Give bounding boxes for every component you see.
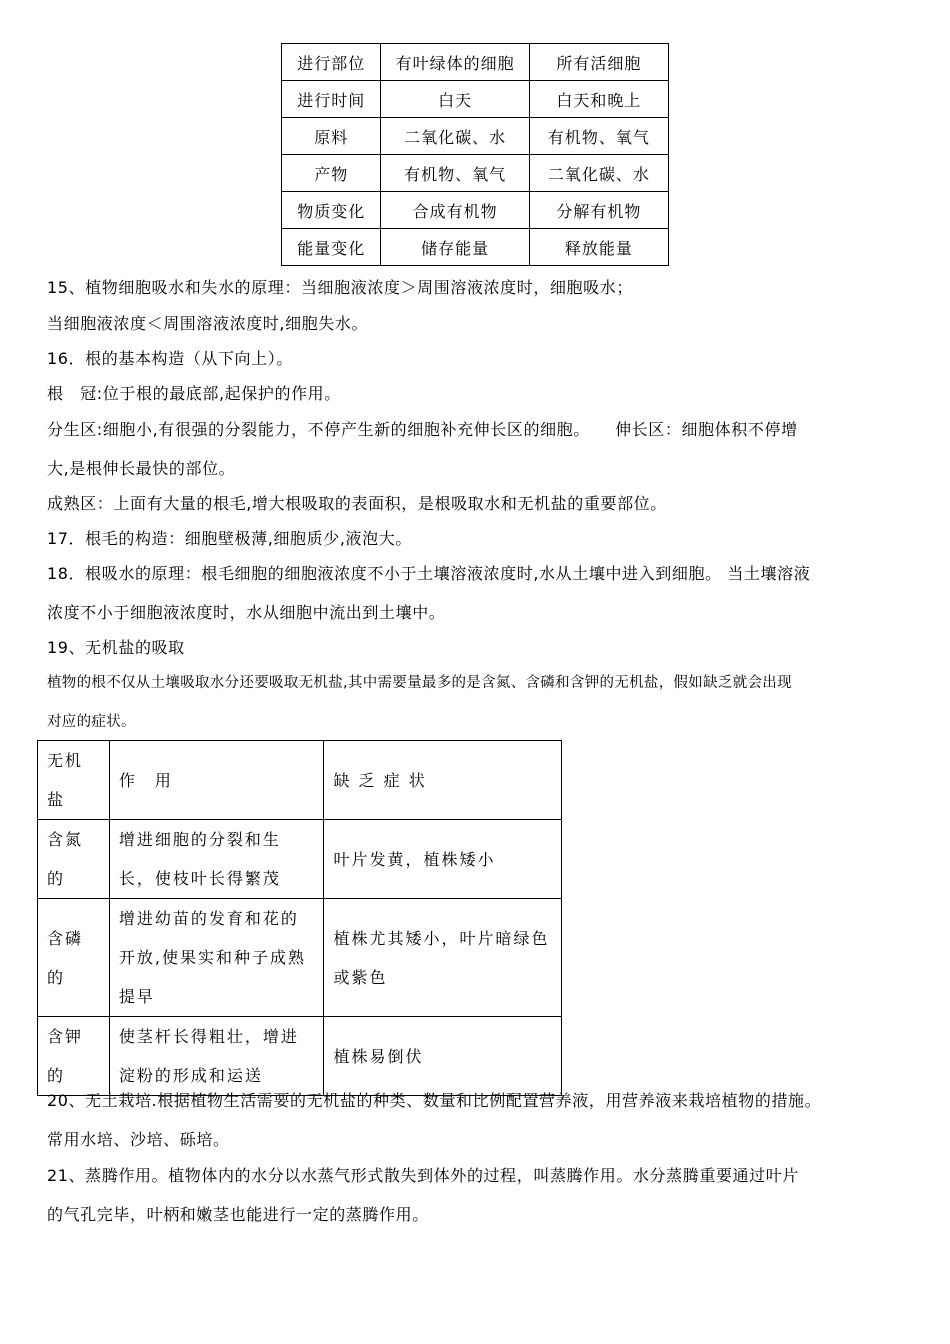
photosynthesis-cell: 有叶绿体的细胞 [381,44,529,81]
paragraph-15-line2: 当细胞液浓度＜周围溶液浓度时,细胞失水。 [47,314,369,333]
paragraph-19-desc-line2: 对应的症状。 [47,714,136,730]
mineral-name: 含钾 的 [38,1017,110,1096]
paragraph-21-line2: 的气孔完毕，叶柄和嫩茎也能进行一定的蒸腾作用。 [47,1205,429,1224]
photosynthesis-respiration-table [281,43,669,266]
table-row [282,44,669,81]
table-header-row [38,741,562,820]
mineral-deficiency: 植株尤其矮小，叶片暗绿色 或紫色 [324,899,562,1017]
paragraph-18-line2: 浓度不小于细胞液浓度时，水从细胞中流出到土壤中。 [47,603,446,622]
respiration-cell: 释放能量 [529,229,668,266]
table-row [282,229,669,266]
mineral-salt-table [37,740,562,1096]
photosynthesis-cell: 二氧化碳、水 [381,118,529,155]
respiration-cell: 二氧化碳、水 [529,155,668,192]
paragraph-20-line2: 常用水培、沙培、砾培。 [47,1130,230,1149]
meristem-text-line2: 大,是根伸长最快的部位。 [47,459,236,478]
paragraph-19-heading: 19、无机盐的吸取 [47,638,185,657]
respiration-cell: 白天和晚上 [529,81,668,118]
paragraph-17: 17．根毛的构造：细胞壁极薄,细胞质少,液泡大。 [47,529,412,548]
maturation-zone-text: 成熟区：上面有大量的根毛,增大根吸取的表面积，是根吸取水和无机盐的重要部位。 [47,494,667,513]
mineral-deficiency: 植株易倒伏 [324,1017,562,1096]
header-function: 作 用 [109,741,324,820]
mineral-deficiency: 叶片发黄，植株矮小 [324,820,562,899]
row-label: 能量变化 [282,229,381,266]
row-label: 进行部位 [282,44,381,81]
root-cap-text: 根 冠:位于根的最底部,起保护的作用。 [47,384,341,403]
table-row [38,1017,562,1096]
table-row [282,155,669,192]
mineral-function: 增进幼苗的发育和花的 开放,使果实和种子成熟 提早 [109,899,324,1017]
table-row [282,118,669,155]
respiration-cell: 有机物、氧气 [529,118,668,155]
row-label: 产物 [282,155,381,192]
mineral-function: 增进细胞的分裂和生 长，使枝叶长得繁茂 [109,820,324,899]
paragraph-21-line1: 21、蒸腾作用。植物体内的水分以水蒸气形式散失到体外的过程，叫蒸腾作用。水分蒸腾重要通过叶片 [47,1166,799,1185]
paragraph-18-line1: 18．根吸水的原理：根毛细胞的细胞液浓度不小于土壤溶液浓度时,水从土壤中进入到细胞。 当土壤溶液 [47,564,811,583]
photosynthesis-cell: 白天 [381,81,529,118]
paragraph-16: 16．根的基本构造（从下向上）。 [47,349,293,368]
mineral-name: 含磷 的 [38,899,110,1017]
respiration-cell: 分解有机物 [529,192,668,229]
paragraph-15-line1: 15、植物细胞吸水和失水的原理：当细胞液浓度＞周围溶液浓度时，细胞吸水； [47,278,633,297]
photosynthesis-cell: 有机物、氧气 [381,155,529,192]
meristem-text-line1: 分生区:细胞小,有很强的分裂能力，不停产生新的细胞补充伸长区的细胞。 伸长区：细胞体积不停增 [47,420,798,439]
table-row [282,192,669,229]
table-row [282,81,669,118]
paragraph-19-desc-line1: 植物的根不仅从土壤吸取水分还要吸取无机盐,其中需要量最多的是含氮、含磷和含钾的无机盐，假如缺乏就会出现 [47,675,792,691]
table-row [38,820,562,899]
paragraph-20-line1: 20、无土栽培.根据植物生活需要的无机盐的种类、数量和比例配置营养液，用营养液来栽培植物的措施。 [47,1091,822,1110]
photosynthesis-cell: 合成有机物 [381,192,529,229]
header-deficiency: 缺 乏 症 状 [324,741,562,820]
table-row [38,899,562,1017]
photosynthesis-cell: 储存能量 [381,229,529,266]
row-label: 物质变化 [282,192,381,229]
respiration-cell: 所有活细胞 [529,44,668,81]
header-mineral: 无机 盐 [38,741,110,820]
row-label: 原料 [282,118,381,155]
mineral-name: 含氮 的 [38,820,110,899]
row-label: 进行时间 [282,81,381,118]
mineral-function: 使茎杆长得粗壮，增进 淀粉的形成和运送 [109,1017,324,1096]
